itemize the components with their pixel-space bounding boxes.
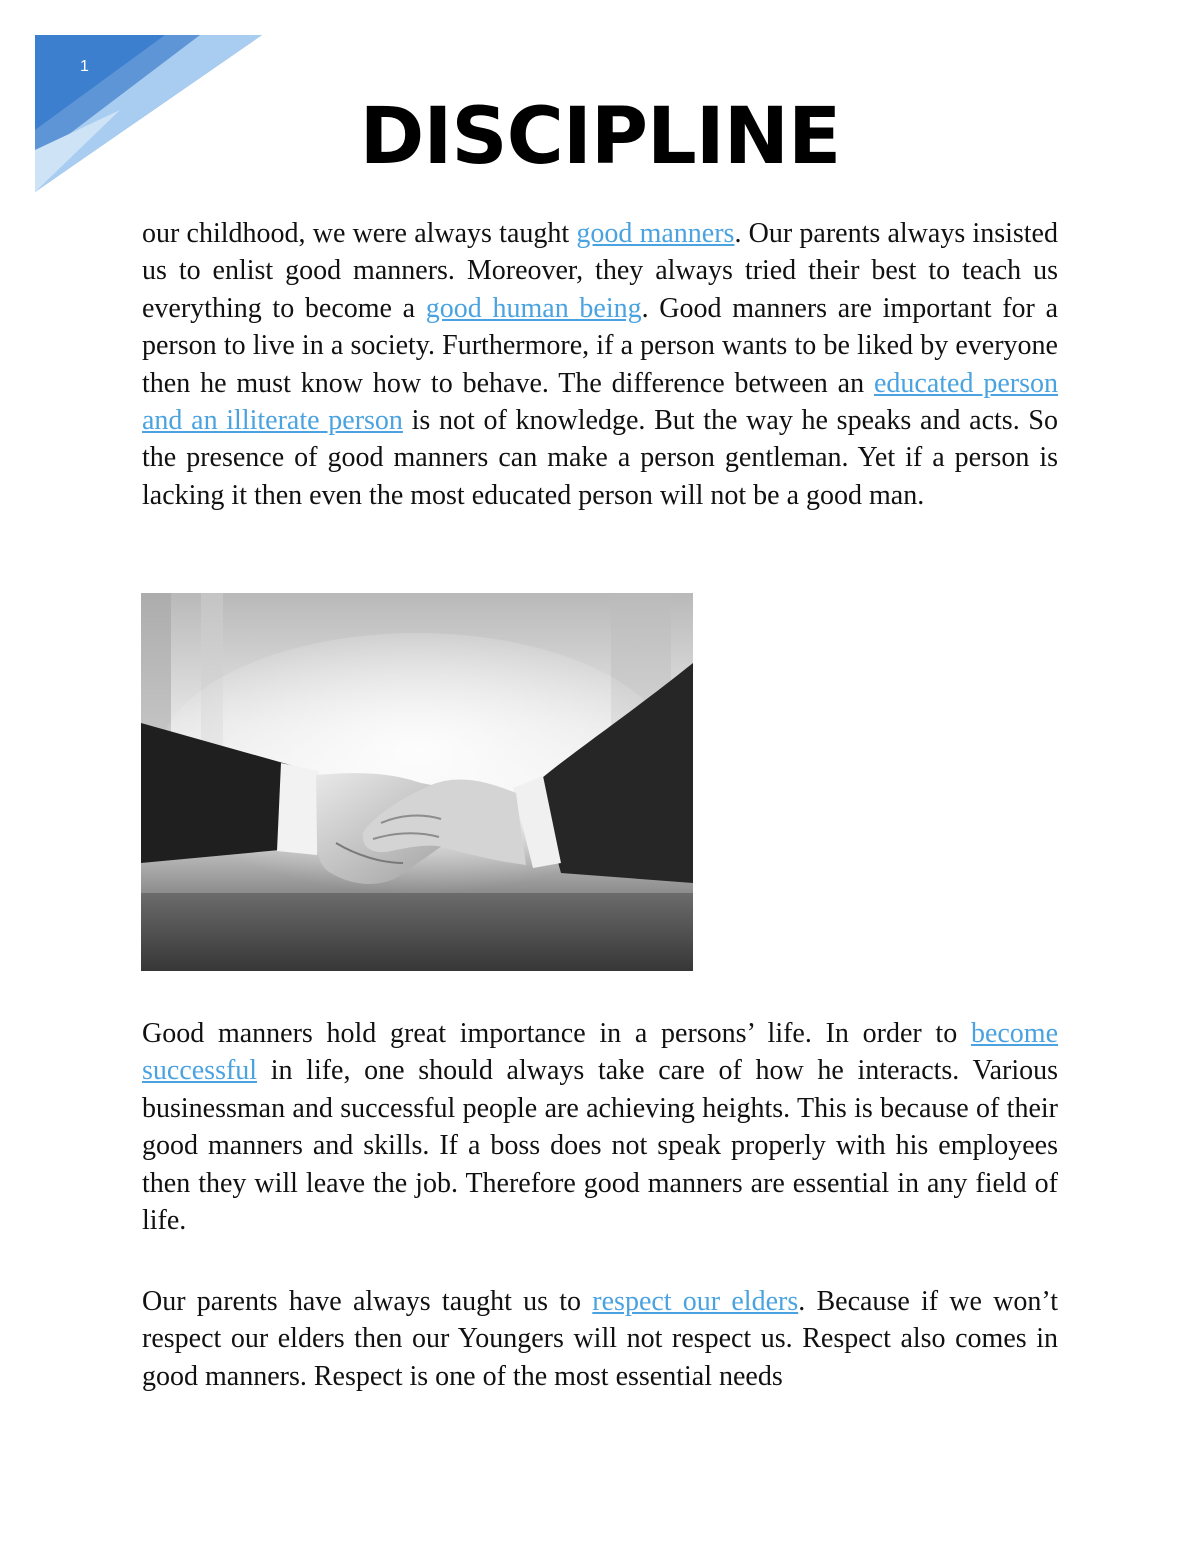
paragraph-2 bbox=[142, 1015, 1058, 1239]
link-respect-our-elders[interactable]: respect our elders bbox=[592, 1286, 799, 1317]
text: our childhood, we were always taught bbox=[142, 218, 577, 249]
link-good-manners[interactable]: good manners bbox=[576, 218, 735, 249]
text: Our parents have always taught us to bbox=[142, 1286, 593, 1317]
text: . Because if we won’t respect our elders then our Youngers will not respect us. Respect also comes in good manners. Respect is one of the most essential needs bbox=[142, 1286, 1059, 1392]
page-title: DISCIPLINE bbox=[359, 92, 841, 182]
link-educated-person[interactable]: educated person and an illiterate person bbox=[142, 367, 1059, 437]
text: Good manners hold great importance in a persons’ life. In order to bbox=[142, 1018, 971, 1049]
text: in life, one should always take care of how he interacts. Various businessman and successful people are achieving heights. This is because of their good manners and skills. If a boss does not speak properly with his employees then they will leave the job. Therefore good manners are essential in any field of life. bbox=[142, 1055, 1058, 1237]
text: . Our parents always insisted us to enlist good manners. Moreover, they always tried their best to teach us everything to become a bbox=[142, 218, 1058, 324]
handshake-photo bbox=[141, 593, 693, 971]
paragraph-1 bbox=[142, 215, 1058, 514]
paragraph-3 bbox=[142, 1283, 1058, 1395]
link-good-human-being[interactable]: good human being bbox=[425, 292, 642, 324]
text: . Good manners are important for a person to live in a society. Furthermore, if a person wants to be liked by everyone then he must know how to behave. The difference between an bbox=[142, 292, 1058, 399]
link-become-successful[interactable]: become successful bbox=[142, 1018, 1058, 1087]
text: is not of knowledge. But the way he speaks and acts. So the presence of good manners can make a person gentleman. Yet if a person is lacking it then even the most educated person will not be a good man. bbox=[142, 405, 1058, 511]
page-number: 1 bbox=[80, 58, 89, 75]
